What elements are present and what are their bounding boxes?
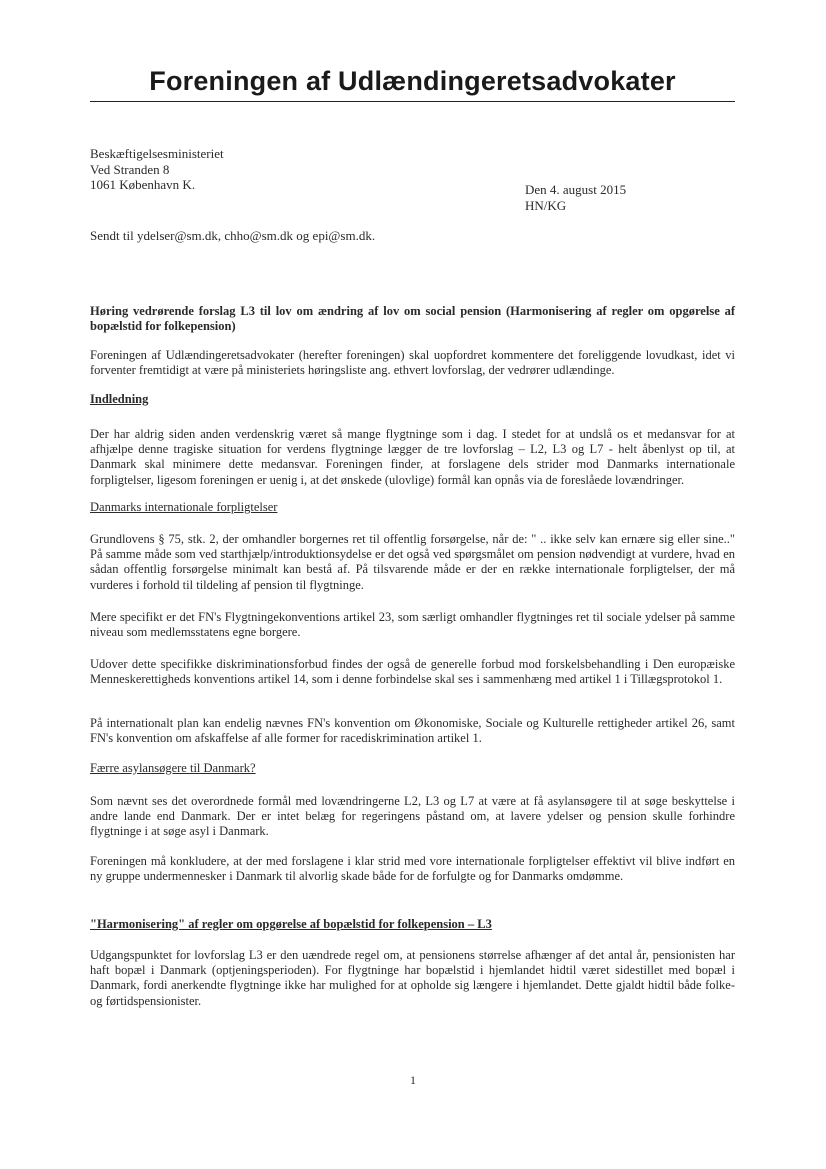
paragraph-asyl-1: Som nævnt ses det overordnede formål med lovændringerne L2, L3 og L7 at være at få asylansøgere til at søge beskyttelse i andre lande end Danmark. Der er intet belæg for regeringens påstand om, at lavere ydelser og pension skulle forhindre flygtninge i at søge asyl i Danmark. <box>90 794 735 839</box>
paragraph-asyl-2: Foreningen må konkludere, at der med forslagene i klar strid med vore internationale forpligtelser effektivt vil blive indført en ny gruppe undermennesker i Danmark til alvorlig skade både for de forfulgte og for Danmarks omdømme. <box>90 854 735 884</box>
recipient-address <box>90 146 224 193</box>
address-line: Beskæftigelsesministeriet <box>90 146 224 161</box>
heading-asyl: Færre asylansøgere til Danmark? <box>90 761 256 775</box>
organization-title: Foreningen af Udlændingeretsadvokater <box>149 66 676 96</box>
reference-initials: HN/KG <box>525 197 567 213</box>
date-block <box>525 182 626 213</box>
heading-international: Danmarks internationale forpligtelser <box>90 500 278 514</box>
paragraph-international-1: Grundlovens § 75, stk. 2, der omhandler borgernes ret til offentlig forsørgelse, når de: " .. ikke selv kan ernære sig eller sine.." På samme måde som ved starthjælp/introduktionsydelse er det også ved spørgsmålet om pension nødvendigt at vurdere, hvad en sådan offentlig forsørgelse minimalt kan bestå af. På tilsvarende måde er der en række internationale forpligtelser, der må vurderes i forhold til tildeling af pension til flygtninge. <box>90 532 735 592</box>
address-line: 1061 København K. <box>90 177 196 192</box>
page-number: 1 <box>410 1073 416 1087</box>
title-rule <box>90 101 735 102</box>
paragraph-international-3: Udover dette specifikke diskriminationsforbud findes der også de generelle forbud mod forskelsbehandling i Den europæiske Menneskerettigheds konventions artikel 14, som i denne forbindelse skal ses i sammenhæng med artikel 1 i Tillægsprotokol 1. <box>90 657 735 687</box>
sent-to-line: Sendt til ydelser@sm.dk, chho@sm.dk og epi@sm.dk. <box>90 228 376 243</box>
paragraph-indledning: Der har aldrig siden anden verdenskrig været så mange flygtninge som i dag. I stedet for at undslå os et medansvar for at afhjælpe denne tragiske situation for verdens flygtninge lægger de tre lovforslag – L2, L3 og L7 - helt åbenlyst op til, at Danmark skal minimere dette medansvar. Foreningen finder, at forslagene dels strider mod Danmarks internationale forpligtelser, ligesom foreningen er uenig i, at det ønskede (ulovlige) formål kan opnås via de foreslåede lovændringer. <box>90 427 735 487</box>
address-line: Ved Stranden 8 <box>90 161 170 177</box>
letter-date: Den 4. august 2015 <box>525 182 627 197</box>
heading-indledning: Indledning <box>90 392 149 406</box>
paragraph-international-4: På internationalt plan kan endelig nævnes FN's konvention om Økonomiske, Sociale og Kulturelle rettigheder artikel 26, samt FN's konvention om afskaffelse af alle former for racediskrimination artikel 1. <box>90 716 735 746</box>
paragraph-international-2: Mere specifikt er det FN's Flygtningekonventions artikel 23, som særligt omhandler flygtninges ret til sociale ydelser på samme niveau som medlemsstatens egne borgere. <box>90 610 735 640</box>
subject-line: Høring vedrørende forslag L3 til lov om ændring af lov om social pension (Harmonisering af regler om opgørelse af bopælstid for folkepension) <box>90 304 735 334</box>
heading-harmonisering: "Harmonisering" af regler om opgørelse af bopælstid for folkepension – L3 <box>90 917 492 931</box>
intro-paragraph: Foreningen af Udlændingeretsadvokater (herefter foreningen) skal uopfordret kommentere det foreliggende lovudkast, idet vi forventer fremtidigt at være på ministeriets høringsliste ang. ethvert lovforslag, der vedrører udlændinge. <box>90 348 735 378</box>
paragraph-harmonisering: Udgangspunktet for lovforslag L3 er den uændrede regel om, at pensionens størrelse afhænger af det antal år, pensionisten har haft bopæl i Danmark (optjeningsperioden). For flygtninge har bopælstid i hjemlandet hidtil været sidestillet med bopæl i Danmark, fordi anerkendte flygtninge ikke har mulighed for at opholde sig længere i hjemlandet. Dette gjaldt hidtil både folke- og førtidspensionister. <box>90 948 735 1008</box>
